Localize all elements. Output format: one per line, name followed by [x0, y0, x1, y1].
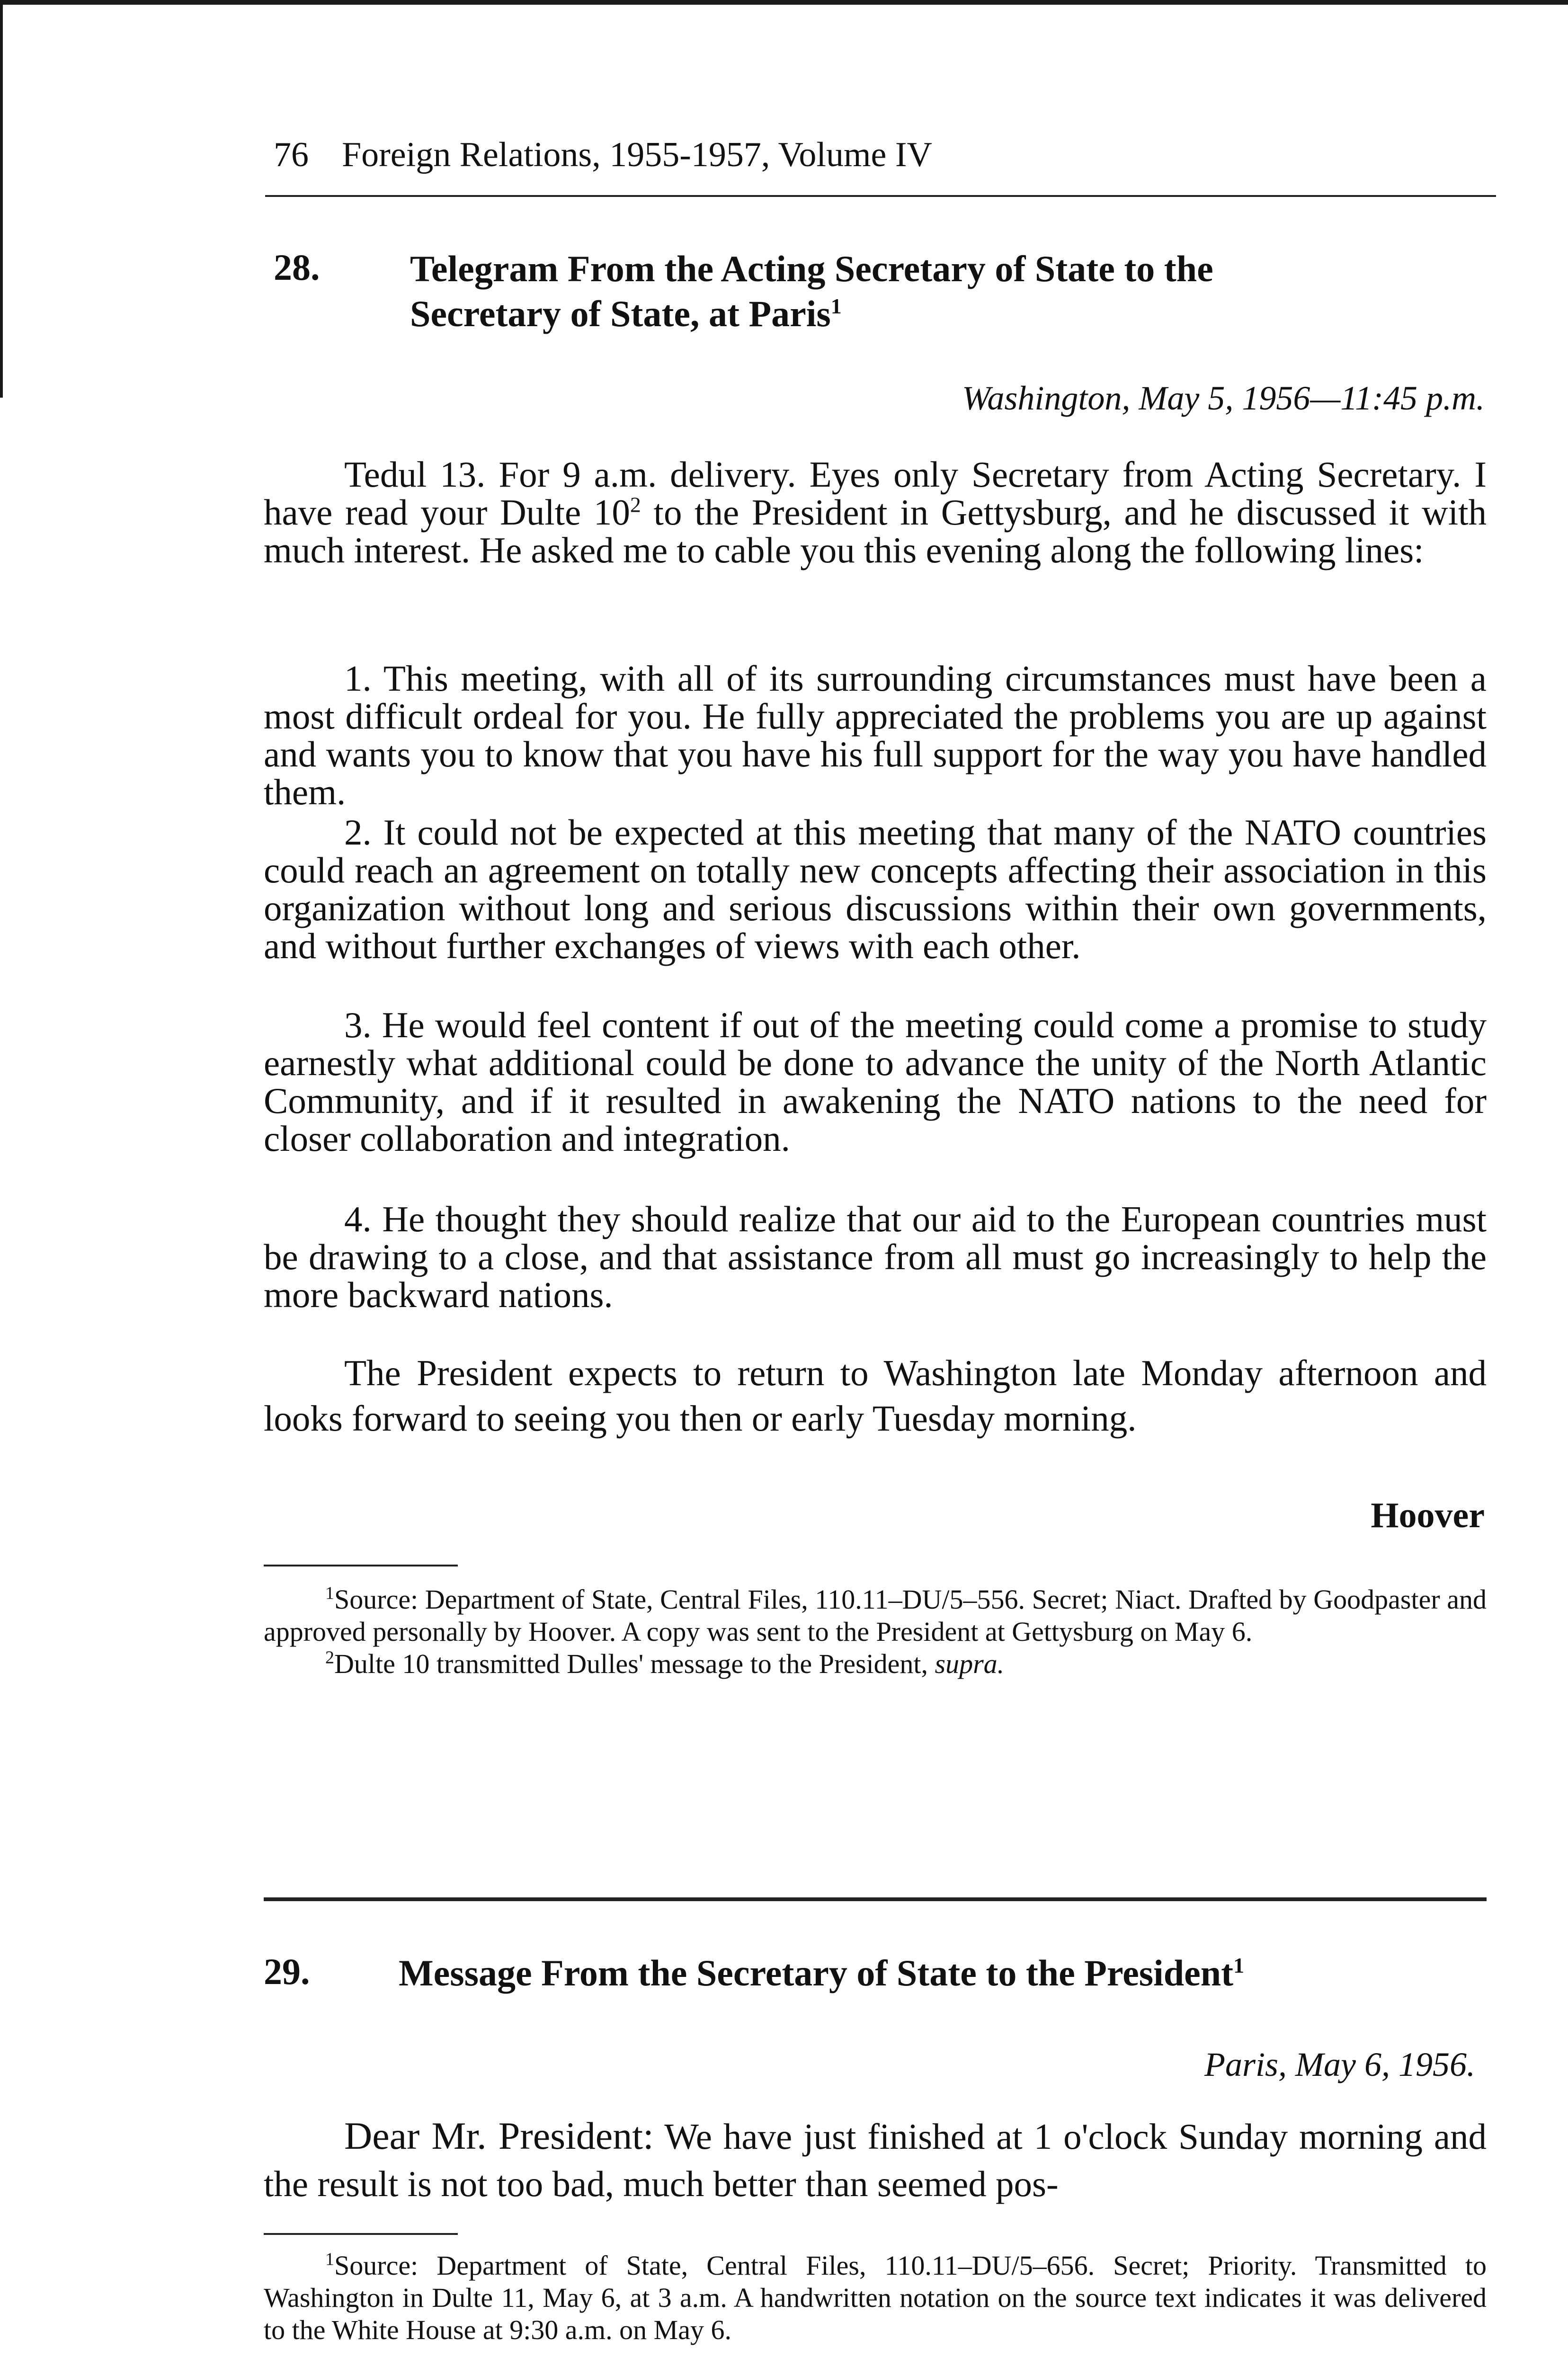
page-number: 76	[274, 135, 309, 174]
doc-28-intro-note: 2	[630, 492, 641, 517]
doc-29-footnote-1-text: Source: Department of State, Central Files, 110.11–DU/5–656. Secret; Priority. Transmitted to Washington in Dulte 11, May 6, at 3 a.m. A handwritten notation on the source text indicates it was delivered to the White House at 9:30 a.m. on May 6.	[264, 2250, 1487, 2345]
scan-edge-left	[0, 0, 3, 398]
doc-29-title-text: Message From the Secretary of State to the President	[399, 1952, 1234, 1993]
doc-29-body: We have just finished at 1 o'clock Sunday morning and the result is not too bad, much better than seemed pos-	[264, 2116, 1487, 2204]
doc-28-number: 28.	[274, 247, 320, 288]
doc-29-number: 29.	[264, 1951, 310, 1992]
doc-28-intro	[264, 455, 1487, 569]
doc-28-item-1: 1. This meeting, with all of its surrounding circumstances must have been a most difficult ordeal for you. He fully appreciated the problems you are up against and wants you to know that you have his full support for the way you have handled them.	[264, 658, 1487, 812]
doc-28-footnotes	[264, 1584, 1487, 1680]
doc-29-footnote-1	[264, 2250, 1487, 2346]
doc-28-item-2: 2. It could not be expected at this meeting that many of the NATO countries could reach an agreement on totally new concepts affecting their association in this organization without long and serious discussions within their own governments, and without further exchanges of views with each other.	[264, 812, 1487, 966]
doc-28-title-line2: Secretary of State, at Paris	[410, 293, 831, 334]
doc-28-footnote-rule	[264, 1565, 458, 1566]
doc-28-title-line1: Telegram From the Acting Secretary of State to the	[410, 248, 1213, 289]
doc-28-title-note: 1	[830, 294, 842, 318]
scan-edge-top	[0, 0, 1568, 5]
doc-29-dateline: Paris, May 6, 1956.	[1204, 2046, 1475, 2083]
doc-28-footnote-2	[264, 1648, 1487, 1680]
doc-29-salutation: Dear Mr. President:	[344, 2114, 654, 2157]
section-divider	[264, 1897, 1487, 1901]
running-head	[274, 137, 1495, 172]
doc-28-item-4: 4. He thought they should realize that our aid to the European countries must be drawing to a close, and that assistance from all must go increasingly to help the more backward nations.	[264, 1199, 1487, 1315]
doc-28-footnote-2-mark: 2	[325, 1647, 334, 1668]
doc-29-title-note: 1	[1233, 1953, 1245, 1977]
doc-28-closing: The President expects to return to Washington late Monday afternoon and looks forward to seeing you then or early Tuesday morning.	[264, 1353, 1487, 1439]
header-rule	[265, 195, 1496, 197]
doc-29-opening	[264, 2112, 1487, 2207]
doc-28-dateline: Washington, May 5, 1956—11:45 p.m.	[962, 379, 1485, 417]
doc-28-footnote-1-mark: 1	[325, 1583, 334, 1603]
doc-29-footnote-rule	[264, 2233, 458, 2235]
doc-28-item-3: 3. He would feel content if out of the meeting could come a promise to study earnestly what additional could be done to advance the unity of the North Atlantic Community, and if it resulted in awakening the NATO nations to the need for closer collaboration and integration.	[264, 1005, 1487, 1159]
doc-29-footnote-1-mark: 1	[325, 2249, 334, 2269]
doc-29-title	[399, 1950, 1244, 1995]
doc-28-intro-pre: Tedul 13. For 9 a.m. delivery. Eyes only Secretary from Acting Secretary. I have read your Dulte 10	[264, 454, 1487, 533]
doc-28-title	[410, 246, 1213, 336]
doc-28-signature: Hoover	[1371, 1495, 1485, 1535]
volume-title: Foreign Relations, 1955-1957, Volume IV	[342, 135, 932, 174]
doc-28-footnote-2-text: Dulte 10 transmitted Dulles' message to the President,	[334, 1648, 935, 1679]
doc-28-intro-post: to the President in Gettysburg, and he discussed it with much interest. He asked me to cable you this evening along the following lines:	[264, 492, 1487, 570]
doc-28-footnote-1-text: Source: Department of State, Central Files, 110.11–DU/5–556. Secret; Niact. Drafted by Goodpaster and approved personally by Hoover. A copy was sent to the President at Gettysburg on May 6.	[264, 1584, 1487, 1647]
doc-28-footnote-1	[264, 1584, 1487, 1648]
doc-28-footnote-2-supra: supra.	[935, 1648, 1005, 1679]
doc-29-footnotes	[264, 2250, 1487, 2346]
